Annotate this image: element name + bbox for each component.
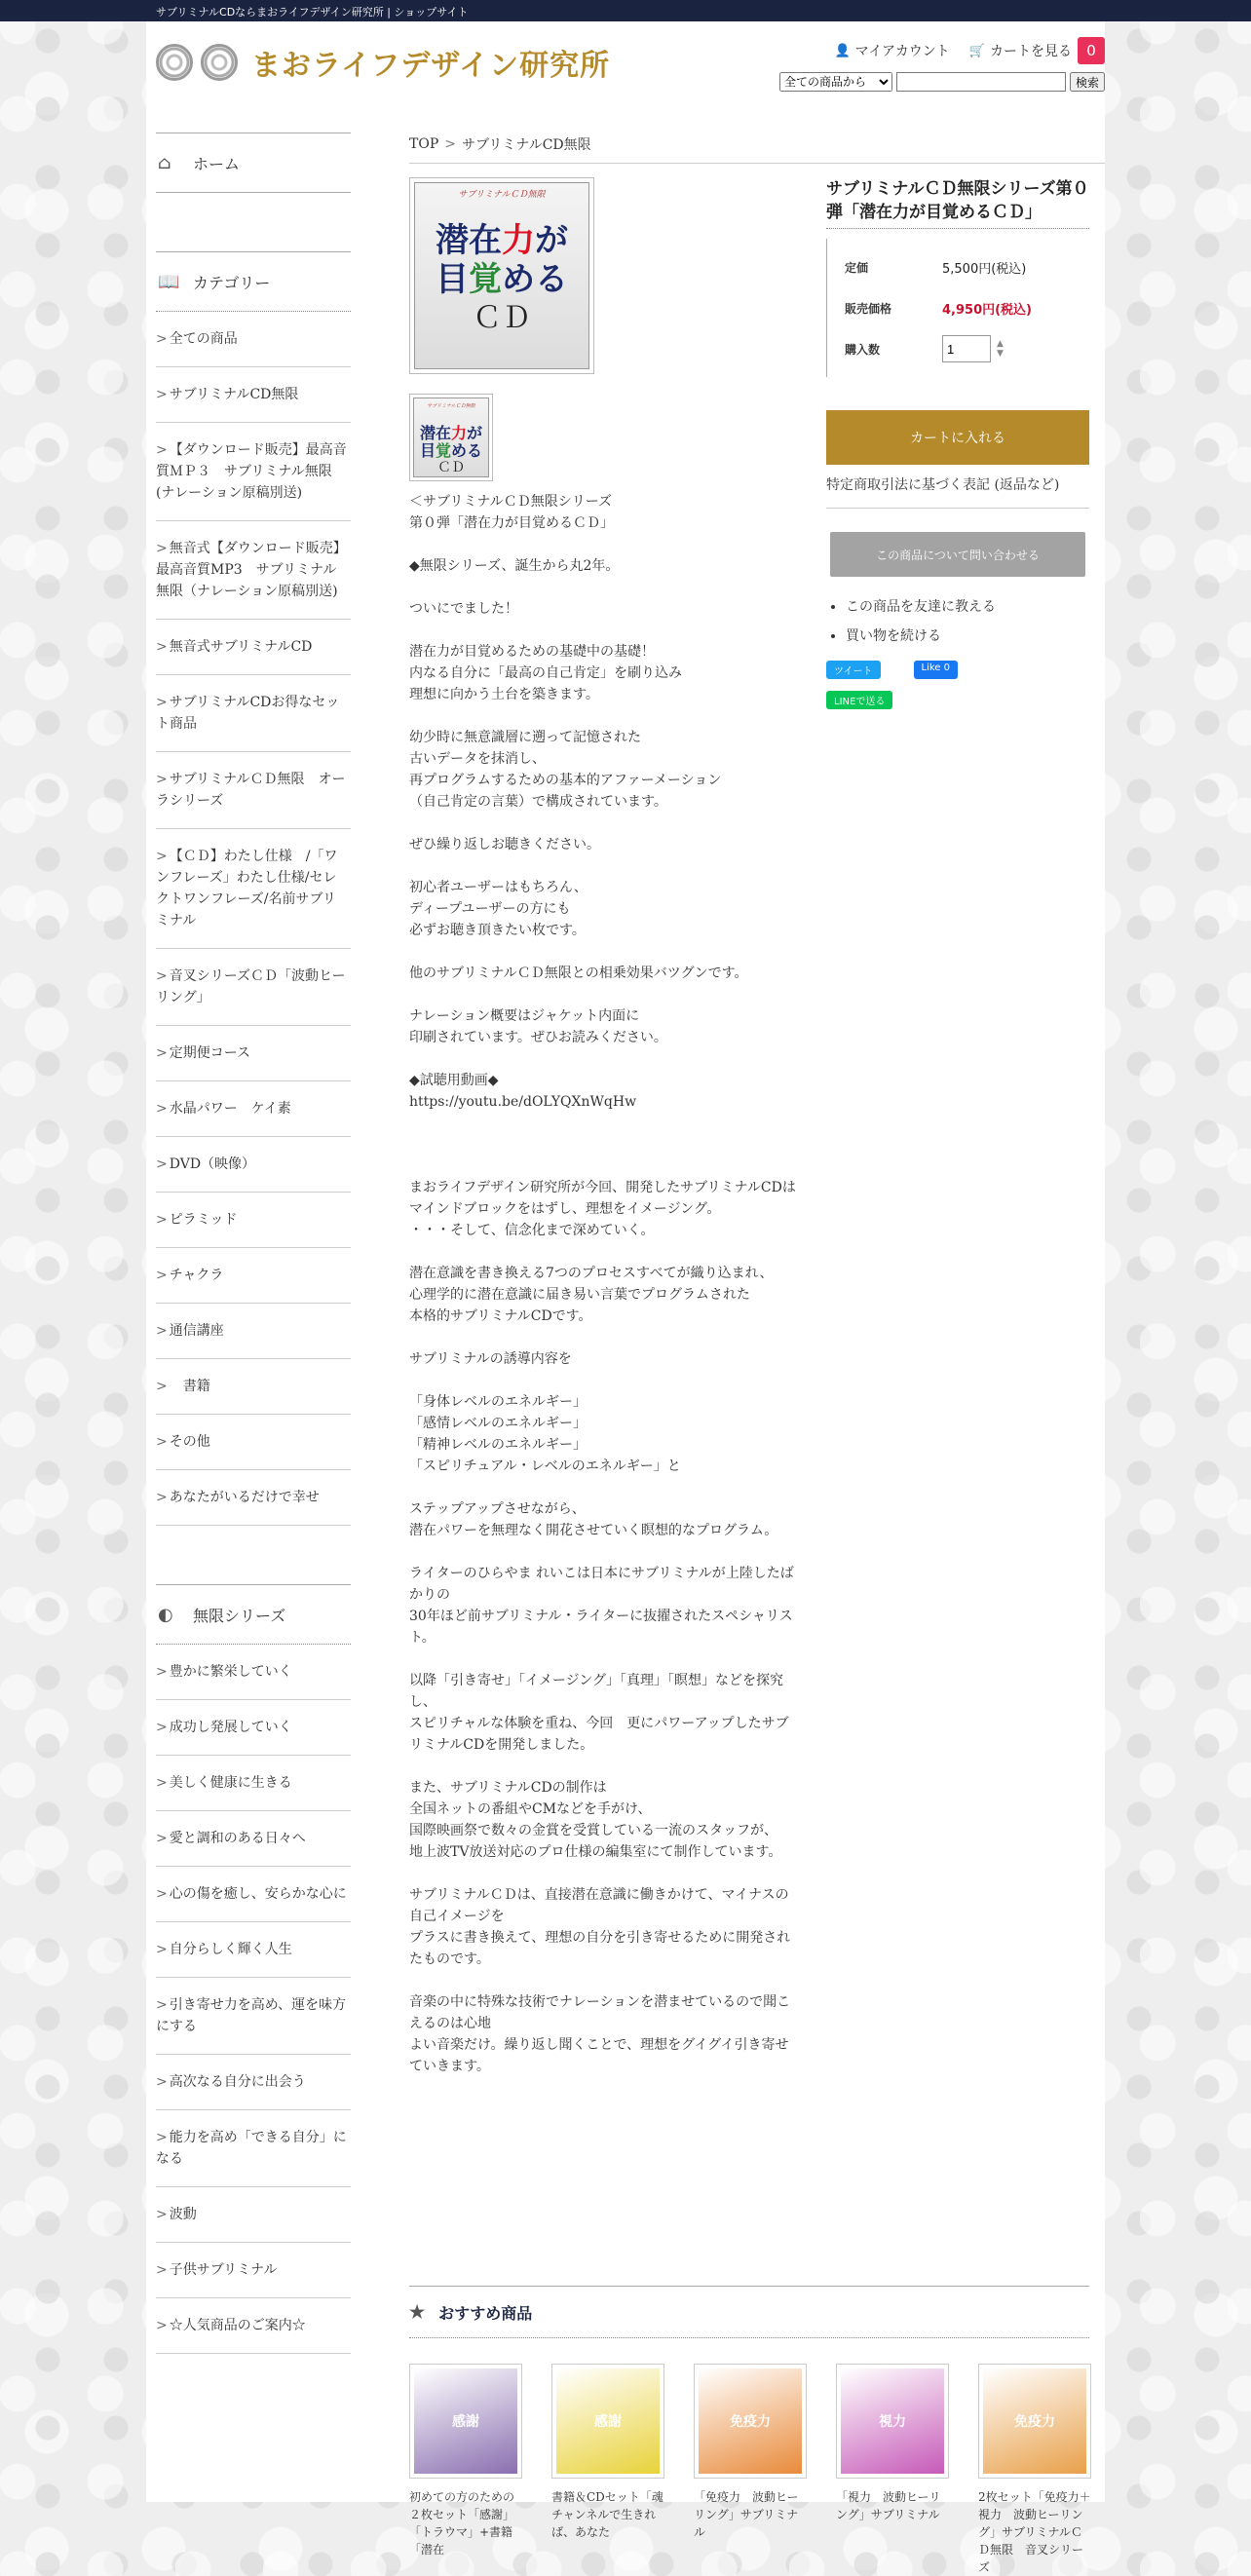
sidebar-series-item-label: ☆人気商品のご案内☆: [169, 2318, 306, 2333]
sidebar-category-item-13[interactable]: [156, 1248, 351, 1304]
cart-count-badge[interactable]: 0: [1078, 37, 1105, 64]
sidebar-category-item-label: ピラミッド: [169, 1212, 238, 1228]
chevron-right-icon: >: [156, 1212, 168, 1228]
product-left-column: [409, 177, 799, 2077]
sidebar-category-item-label: 無音式サブリミナルCD: [169, 639, 313, 655]
sidebar-series-item-10[interactable]: [156, 2243, 351, 2298]
product-main-image[interactable]: [409, 177, 594, 374]
chevron-right-icon: >: [156, 1434, 168, 1450]
sidebar-category-item-label: 【ＣＤ】わたし仕様 /「ワンフレーズ」わたし仕様/セレクトワンフレーズ/名前サブリミナル: [156, 849, 338, 928]
recommended-image[interactable]: [694, 2364, 807, 2479]
chevron-right-icon: >: [156, 1997, 168, 2013]
stepper-down-icon[interactable]: ▼: [997, 349, 1004, 359]
quantity-stepper[interactable]: [997, 339, 1004, 359]
facebook-like-button[interactable]: Like 0: [914, 661, 958, 679]
recommended-art-text: 免疫力: [699, 2368, 802, 2474]
recommended-image[interactable]: [836, 2364, 949, 2479]
cover-text: 目: [436, 260, 469, 299]
book-icon: 📖: [158, 271, 180, 292]
category-heading-label: カテゴリー: [193, 273, 271, 292]
sidebar-series-item-label: 成功し発展していく: [169, 1720, 292, 1735]
cover-series-label: サブリミナルＣＤ無限: [458, 190, 546, 200]
chevron-right-icon: >: [156, 1268, 168, 1283]
sale-price-label: 販売価格: [845, 301, 892, 316]
cover-text: 潜在: [436, 221, 502, 260]
cover-text: 力: [450, 424, 467, 442]
sidebar-category-item-15[interactable]: [156, 1359, 351, 1415]
recommended-art-text: 視力: [841, 2368, 944, 2474]
circles-icon: ◐: [158, 1604, 173, 1625]
chevron-right-icon: >: [156, 1379, 168, 1394]
cover-text: が: [467, 424, 483, 442]
cover-line-3: ＣＤ: [473, 301, 531, 335]
sidebar-series-item-11[interactable]: [156, 2298, 351, 2354]
page: [146, 21, 1105, 2574]
sale-price-row: [845, 287, 1089, 328]
search-button[interactable]: 検索: [1070, 72, 1105, 92]
sidebar-category-item-label: 水晶パワー ケイ素: [169, 1101, 291, 1117]
sidebar-series-item-label: 愛と調和のある日々へ: [169, 1831, 306, 1846]
recommended-section: [409, 2286, 1091, 2574]
cover-text: 覚: [469, 260, 502, 299]
quantity-input[interactable]: [942, 335, 991, 362]
chevron-right-icon: >: [156, 1831, 168, 1846]
site-logo[interactable]: [156, 41, 610, 84]
sidebar-series-item-label: 心の傷を癒し、安らかな心に: [169, 1886, 347, 1902]
sidebar-category-item-label: 定期便コース: [169, 1045, 251, 1061]
recommended-name[interactable]: 「免疫力 波動ヒーリング」サブリミナル: [694, 2490, 799, 2539]
sidebar-category-item-label: 無音式【ダウンロード販売】 最高音質MP3 サブリミナル無限（ナレーション原稿別送): [156, 541, 354, 599]
sidebar-category-item-6[interactable]: [156, 752, 351, 829]
product-right-column: [826, 177, 1089, 709]
sidebar-series-item-3[interactable]: [156, 1811, 351, 1867]
series-heading-label: 無限シリーズ: [193, 1606, 286, 1625]
chevron-right-icon: >: [156, 1942, 168, 1957]
sidebar-category-item-0[interactable]: [156, 312, 351, 367]
chevron-right-icon: >: [156, 1323, 168, 1339]
quantity-row: [845, 328, 1089, 369]
sale-price-value: 4,950円(税込): [942, 302, 1033, 318]
chevron-right-icon: >: [156, 1664, 168, 1680]
cover-text: 潜在: [419, 424, 451, 442]
logo-mark-icon: [201, 44, 238, 81]
recommended-heading-label: おすすめ商品: [438, 2303, 533, 2323]
chevron-right-icon: >: [156, 442, 168, 458]
sidebar-category-item-10[interactable]: [156, 1081, 351, 1137]
header-links: [815, 37, 1105, 64]
recommended-image[interactable]: [409, 2364, 522, 2479]
recommended-art-text: 免疫力: [983, 2368, 1086, 2474]
sidebar-category-item-label: その他: [169, 1434, 210, 1450]
chevron-right-icon: >: [156, 2262, 168, 2278]
chevron-right-icon: >: [156, 1045, 168, 1061]
cover-text: 覚: [435, 441, 451, 460]
quantity-label: 購入数: [845, 342, 881, 357]
my-account-link[interactable]: [834, 41, 949, 60]
sidebar-series-item-6[interactable]: [156, 1978, 351, 2055]
logo-mark-icon: [156, 44, 193, 81]
breadcrumb-current[interactable]: サブリミナルCD無限: [461, 136, 591, 153]
sidebar-home-label: ホーム: [193, 154, 241, 173]
inquiry-button[interactable]: この商品について問い合わせる: [830, 532, 1085, 577]
sidebar-category-item-9[interactable]: [156, 1026, 351, 1081]
law-link[interactable]: 特定商取引法に基づく表記 (返品など): [826, 474, 1089, 509]
breadcrumb-separator: >: [444, 135, 456, 152]
sidebar-category-item-label: 通信講座: [169, 1323, 224, 1339]
cover-text: める: [502, 260, 568, 299]
logo-text: まおライフデザイン研究所: [251, 49, 611, 83]
recommended-list: [409, 2364, 1091, 2574]
sidebar-series-item-7[interactable]: [156, 2055, 351, 2110]
category-list: [156, 312, 354, 1526]
cover-text: める: [451, 441, 483, 460]
star-icon: ★: [409, 2301, 426, 2323]
sidebar-category-item-8[interactable]: [156, 949, 351, 1026]
sidebar-category-item-label: 【ダウンロード販売】最高音質ＭＰ３ サブリミナル無限(ナレーション原稿別送): [156, 442, 347, 501]
sidebar-category-item-14[interactable]: [156, 1304, 351, 1359]
sidebar-category-item-7[interactable]: [156, 829, 351, 949]
chevron-right-icon: >: [156, 772, 168, 787]
sidebar-category-item-1[interactable]: [156, 367, 351, 423]
product-thumbnail[interactable]: [409, 394, 493, 481]
search-bar: [779, 72, 1105, 92]
price-box: [826, 239, 1089, 377]
user-icon: 👤: [834, 43, 851, 58]
list-price-row: [845, 246, 1089, 287]
chevron-right-icon: >: [156, 1775, 168, 1791]
thumbnail-cover-art: [413, 398, 489, 477]
sidebar-series-item-label: 波動: [169, 2207, 197, 2222]
chevron-right-icon: >: [156, 2207, 168, 2222]
series-heading: [156, 1584, 351, 1645]
sidebar-series-item-label: 豊かに繁栄していく: [169, 1664, 292, 1680]
recommended-name[interactable]: 書籍＆CDセット「魂チャンネルで生きれば、あなた: [551, 2490, 663, 2539]
category-heading: [156, 251, 351, 312]
chevron-right-icon: >: [156, 849, 168, 864]
sidebar-category-item-11[interactable]: [156, 1137, 351, 1193]
chevron-right-icon: >: [156, 1720, 168, 1735]
sidebar-category-item-2[interactable]: [156, 423, 351, 521]
cart-icon: 🛒: [968, 43, 985, 58]
cover-line-1: [414, 425, 488, 442]
sidebar-category-item-3[interactable]: [156, 521, 354, 620]
add-to-cart-button[interactable]: カートに入れる: [826, 410, 1089, 465]
sidebar-series-item-label: 引き寄せ力を高め、運を味方にする: [156, 1997, 347, 2034]
recommended-card[interactable]: [694, 2364, 807, 2539]
chevron-right-icon: >: [156, 331, 168, 347]
sidebar-home[interactable]: [156, 133, 351, 193]
recommended-card[interactable]: [409, 2364, 522, 2557]
sidebar-series-item-label: 能力を高め「できる自分」になる: [156, 2130, 347, 2167]
line-share-button[interactable]: LINEで送る: [826, 691, 892, 709]
sidebar-category-item-label: 書籍: [169, 1379, 210, 1394]
continue-shopping-link[interactable]: • 買い物を続ける: [846, 622, 1089, 651]
spacer: [156, 193, 351, 251]
chevron-right-icon: >: [156, 968, 168, 984]
list-price-label: 定価: [845, 260, 869, 275]
sidebar-series-item-0[interactable]: [156, 1645, 351, 1700]
sidebar-category-item-12[interactable]: [156, 1193, 351, 1248]
sidebar: [156, 133, 354, 2354]
sidebar-series-item-2[interactable]: [156, 1756, 351, 1811]
sidebar-series-item-8[interactable]: [156, 2110, 351, 2187]
sidebar-category-item-label: 全ての商品: [169, 331, 238, 347]
cover-line-2: [414, 442, 488, 460]
sidebar-category-item-16[interactable]: [156, 1415, 351, 1470]
chevron-right-icon: >: [156, 695, 168, 710]
social-buttons: [826, 661, 1089, 679]
recommended-card[interactable]: [551, 2364, 664, 2539]
recommended-card[interactable]: [836, 2364, 949, 2529]
chevron-right-icon: >: [156, 1101, 168, 1117]
stepper-up-icon[interactable]: ▲: [997, 339, 1004, 349]
top-bar: サブリミナルCDならまおライフデザイン研究所 | ショップサイト: [0, 0, 1251, 21]
view-cart-label: カートを見る: [990, 44, 1072, 59]
sidebar-series-item-label: 子供サブリミナル: [169, 2262, 278, 2278]
product-title: サブリミナルＣＤ無限シリーズ第０弾「潜在力が目覚めるＣＤ」: [826, 177, 1089, 229]
chevron-right-icon: >: [156, 1156, 168, 1172]
home-icon: ⌂: [158, 152, 171, 173]
sidebar-category-item-label: サブリミナルCDお得なセット商品: [156, 695, 340, 732]
product-cover-art: [414, 182, 589, 369]
sidebar-category-item-label: 音叉シリーズＣＤ「波動ヒーリング」: [156, 968, 346, 1005]
sidebar-category-item-label: DVD（映像）: [169, 1156, 256, 1172]
recommended-art-text: 感謝: [414, 2368, 517, 2474]
sidebar-series-item-label: 自分らしく輝く人生: [169, 1942, 292, 1957]
chevron-right-icon: >: [156, 1886, 168, 1902]
chevron-right-icon: >: [156, 2130, 168, 2145]
list-price-value: 5,500円(税込): [942, 261, 1027, 277]
sidebar-series-item-5[interactable]: [156, 1922, 351, 1978]
recommended-art-text: 感謝: [556, 2368, 660, 2474]
cover-line-1: [415, 221, 588, 260]
sidebar-series-item-label: 美しく健康に生きる: [169, 1775, 292, 1791]
recommended-heading: [409, 2286, 1089, 2338]
sidebar-category-item-label: あなたがいるだけで幸せ: [169, 1490, 320, 1505]
cover-text: 力: [502, 221, 535, 260]
cover-line-3: ＣＤ: [437, 460, 465, 475]
sidebar-series-item-label: 高次なる自分に出会う: [169, 2074, 306, 2090]
tell-friend-link[interactable]: • この商品を友達に教える: [846, 592, 1089, 622]
series-list: [156, 1645, 351, 2354]
sidebar-category-item-5[interactable]: [156, 675, 351, 752]
chevron-right-icon: >: [156, 639, 168, 655]
chevron-right-icon: >: [156, 541, 168, 556]
search-input[interactable]: [896, 72, 1066, 92]
sidebar-series-item-4[interactable]: [156, 1867, 351, 1922]
spacer: [156, 1526, 351, 1584]
main-content: [409, 133, 1105, 2574]
cover-text: 目: [419, 441, 436, 460]
product-links: [826, 592, 1089, 651]
view-cart-link[interactable]: [969, 37, 1105, 64]
product-description: ＜サブリミナルＣＤ無限シリーズ 第０弾「潜在力が目覚めるＣＤ」 ◆無限シリーズ、誕生から丸2年。 ついにでました！ 潜在力が目覚めるための基礎中の基礎！ 内なる自分に「最高の自己肯定」を刷り込み 理想に向かう土台を築きます。 幼少時に無意識層に遡って記憶された 古いデータを抹消し、 再プログラムするための基本的アファーメーション （自己肯定の言葉）で構成されています。 ぜひ繰り返しお聴きください。 初心者ユーザーはもちろん、 ディープユーザーの方にも 必ずお聴き頂きたい枚です。 他のサブリミナルＣＤ無限との相乗効果バツグンです。 ナレーション概要はジャケット内面に 印刷されています。ぜひお読みください。 ◆試聴用動画◆ https://youtu.be/dOLYQXnWqHw まおライフデザイン研究所が今回、開発したサブリミナルCDは マインドブロックをはずし、理想をイメージング。 ・・・そして、信念化まで深めていく。 潜在意識を書き換える7つのプロセスすべてが織り込まれ、 心理学的に潜在意識に届き易い言葉でプログラムされた 本格的サブリミナルCDです。 サブリミナルの誘導内容を 「身体レベルのエネルギー」 「感情レベルのエネルギー」 「精神レベルのエネルギー」 「スピリチュアル・レベルのエネルギー」と ステップアップさせながら、 潜在パワーを無理なく開花させていく瞑想的なプログラム。 ライターのひらやま れいこは日本にサブリミナルが上陸したばかりの 30年ほど前サブリミナル・ライターに抜擢されたスペシャリスト。 以降「引き寄せ」「イメージング」「真理」「瞑想」などを探究し、 スピリチャルな体験を重ね、今回 更にパワーアップしたサブリミナルCDを開発しました。 また、サブリミナルCDの制作は 全国ネットの番組やCMなどを手がけ、 国際映画祭で数々の金賞を受賞している一流のスタッフが、 地上波TV放送対応のプロ仕様の編集室にて制作しています。 サブリミナルＣＤは、直接潜在意識に働きかけて、マイナスの自己イメージを プラスに書き換えて、理想の自分を引き寄せるために開発されたものです。 音楽の中に特殊な技術でナレーションを潜ませているので聞こえるのは心地 よい音楽だけ。繰り返し聞くことで、理想をグイグイ引き寄せていきます。: [409, 494, 796, 2074]
cover-line-2: [415, 260, 588, 299]
chevron-right-icon: >: [156, 2318, 168, 2333]
breadcrumb: [409, 133, 1105, 164]
cover-text: が: [535, 221, 568, 260]
chevron-right-icon: >: [156, 2074, 168, 2090]
sidebar-category-item-4[interactable]: [156, 620, 351, 675]
tweet-button[interactable]: ツイート: [826, 661, 881, 679]
recommended-image[interactable]: [978, 2364, 1091, 2479]
sidebar-series-item-1[interactable]: [156, 1700, 351, 1756]
sidebar-category-item-17[interactable]: [156, 1470, 351, 1526]
sidebar-category-item-label: サブリミナルCD無限: [169, 387, 299, 402]
cover-series-label: サブリミナルＣＤ無限: [427, 403, 475, 409]
sidebar-series-item-9[interactable]: [156, 2187, 351, 2243]
search-category-select[interactable]: [779, 72, 892, 92]
chevron-right-icon: >: [156, 387, 168, 402]
recommended-name[interactable]: 2枚セット「免疫力＋視力 波動ヒーリング」サブリミナルＣＤ無限 音叉シリーズ: [978, 2490, 1091, 2574]
sidebar-category-item-label: サブリミナルＣＤ無限 オーラシリーズ: [156, 772, 346, 809]
breadcrumb-top[interactable]: TOP: [409, 135, 439, 152]
recommended-name[interactable]: 「視力 波動ヒーリング」サブリミナル: [836, 2490, 941, 2521]
chevron-right-icon: >: [156, 1490, 168, 1505]
my-account-label: マイアカウント: [854, 44, 950, 59]
recommended-name[interactable]: 初めての方のための２枚セット「感謝」「トラウマ」+書籍「潜在: [409, 2490, 515, 2557]
sidebar-category-item-label: チャクラ: [169, 1268, 224, 1283]
recommended-image[interactable]: [551, 2364, 664, 2479]
recommended-card[interactable]: [978, 2364, 1091, 2574]
